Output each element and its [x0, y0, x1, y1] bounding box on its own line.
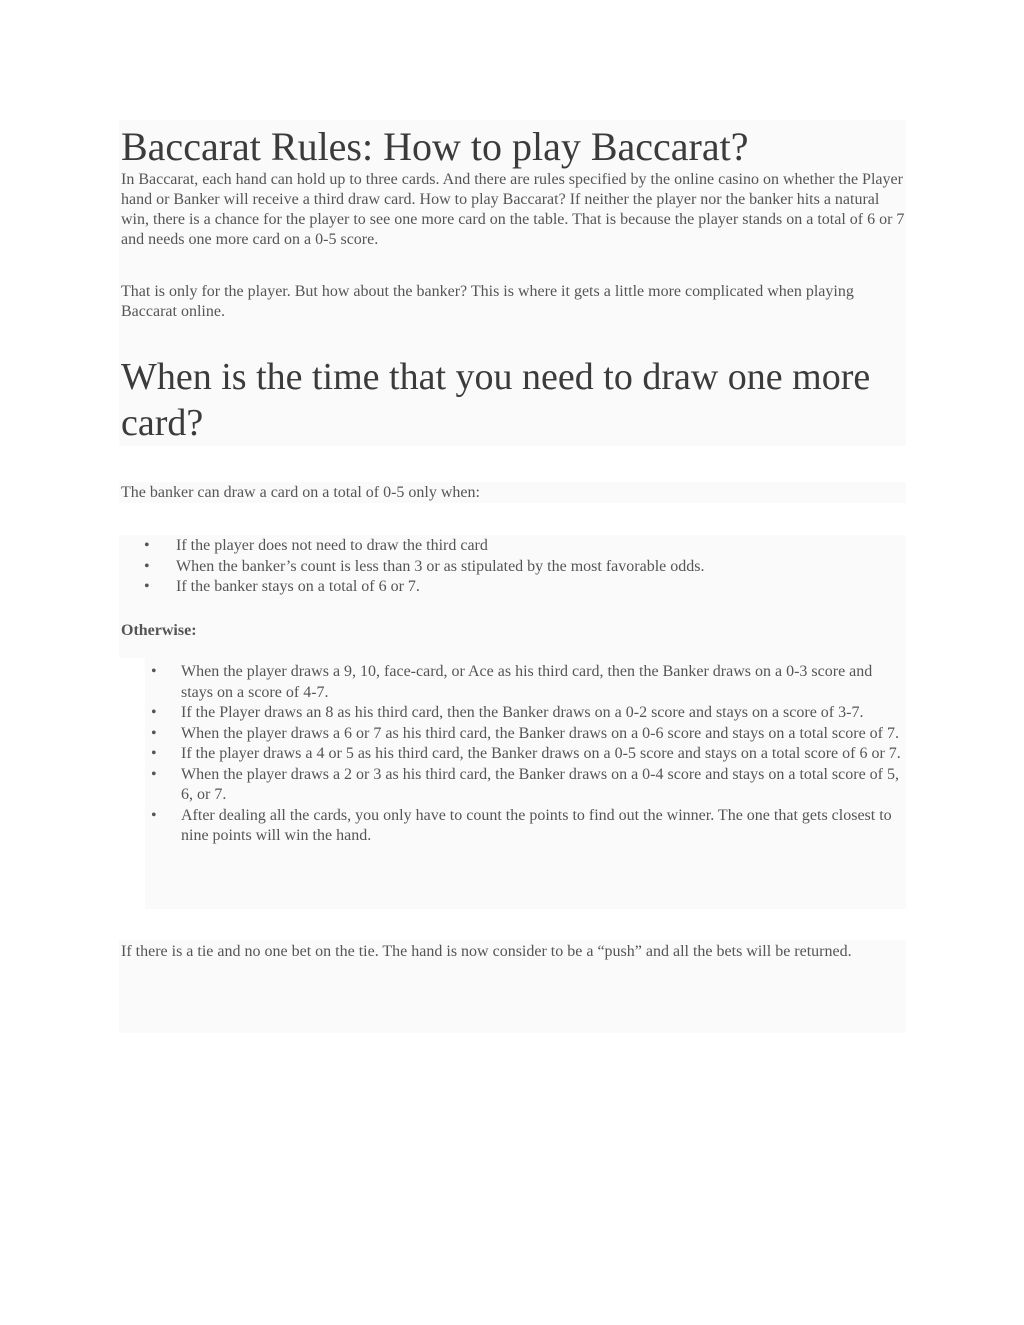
list-item-text: When the player draws a 9, 10, face-card, or Ace as his third card, then the Banker draws on a 0-3 score and stays on a score of 4-7.	[181, 663, 873, 701]
list-item	[121, 703, 906, 724]
list-item-text: If the banker stays on a total of 6 or 7.	[176, 578, 420, 595]
bullet-icon: •	[144, 578, 150, 595]
list-item	[121, 557, 906, 578]
bullet-icon: •	[151, 724, 157, 742]
list-item-text: When the player draws a 2 or 3 as his third card, the Banker draws on a 0-4 score and stays on a total score of 5, 6, or 7.	[181, 765, 899, 803]
otherwise-rules-list	[121, 662, 906, 847]
tie-note-paragraph: If there is a tie and no one bet on the tie. The hand is now consider to be a “push” and all the bets will be returned.	[121, 943, 852, 960]
bullet-icon: •	[144, 537, 150, 554]
list-item-text: When the player draws a 6 or 7 as his third card, the Banker draws on a 0-6 score and stays on a total score of 7.	[181, 724, 899, 742]
list-item-text: After dealing all the cards, you only have to count the points to find out the winner. The one that gets closest to nine points will win the hand.	[181, 806, 892, 844]
list-item	[121, 806, 906, 847]
list-item-text: If the player draws a 4 or 5 as his third card, the Banker draws on a 0-5 score and stays on a total score of 6 or 7.	[181, 745, 901, 762]
list-item-text: If the player does not need to draw the third card	[176, 537, 488, 554]
banker-rules-list	[121, 536, 906, 598]
bullet-icon: •	[151, 704, 157, 721]
otherwise-label: Otherwise:	[121, 622, 197, 639]
banker-condition-paragraph: The banker can draw a card on a total of 0-5 only when:	[121, 484, 480, 501]
list-item-text: When the banker’s count is less than 3 or as stipulated by the most favorable odds.	[176, 557, 705, 575]
list-item	[121, 536, 906, 557]
list-item	[121, 662, 906, 703]
list-item	[121, 724, 906, 745]
list-item-text: If the Player draws an 8 as his third card, then the Banker draws on a 0-2 score and stays on a score of 3-7.	[181, 704, 864, 721]
list-item	[121, 577, 906, 598]
section-heading: When is the time that you need to draw one more card?	[121, 356, 871, 444]
intro-paragraph: In Baccarat, each hand can hold up to three cards. And there are rules specified by the online casino on whether the Player hand or Banker will receive a third draw card. How to play Baccarat? If neither the player nor the banker hits a natural win, there is a chance for the player to see one more card on the table. That is because the player stands on a total of 6 or 7 and needs one more card on a 0-5 score.	[121, 171, 905, 248]
list-item	[121, 765, 906, 806]
list-item	[121, 744, 906, 765]
bullet-icon: •	[151, 663, 157, 680]
player-note-paragraph: That is only for the player. But how about the banker? This is where it gets a little more complicated when playing Baccarat online.	[121, 283, 854, 320]
bullet-icon: •	[151, 745, 157, 762]
bullet-icon: •	[151, 806, 157, 824]
bullet-icon: •	[151, 765, 157, 783]
page-title: Baccarat Rules: How to play Baccarat?	[121, 124, 749, 169]
bullet-icon: •	[144, 557, 150, 575]
